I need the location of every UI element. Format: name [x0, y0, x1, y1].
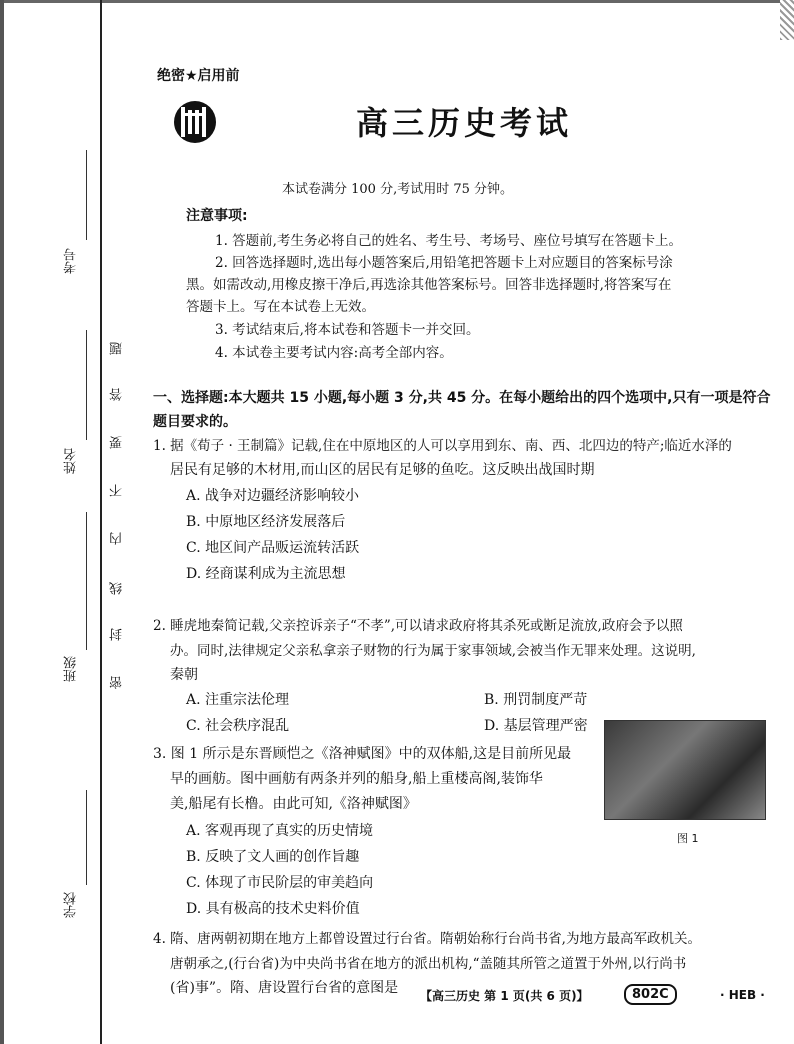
score-info: 本试卷满分 100 分,考试用时 75 分钟。 — [282, 182, 514, 197]
class-label: 班级 — [64, 656, 79, 682]
figure-1-painting — [604, 720, 766, 820]
question-1-option-a: A. 战争对边疆经济影响较小 — [186, 488, 360, 504]
name-blank — [86, 330, 87, 440]
seal-char: 封 — [110, 628, 125, 641]
page-top-edge — [0, 0, 794, 3]
question-2-option-d: D. 基层管理严密 — [484, 718, 588, 734]
exam-code-badge: 802C — [624, 984, 677, 1005]
question-3-option-a: A. 客观再现了真实的历史情境 — [186, 823, 374, 839]
question-3-option-d: D. 具有极高的技术史料价值 — [186, 901, 360, 917]
question-3-option-b: B. 反映了文人画的创作旨趣 — [186, 849, 360, 865]
question-2-line: 2. 睡虎地秦简记载,父亲控诉亲子“不孝”,可以请求政府将其杀死或断足流放,政府会予以照 — [153, 618, 683, 634]
note-line: 4. 本试卷主要考试内容:高考全部内容。 — [215, 345, 453, 361]
seal-char: 不 — [110, 484, 125, 497]
page-left-edge — [0, 0, 4, 1044]
publisher-tag: · HEB · — [720, 988, 765, 1002]
question-2-option-b: B. 刑罚制度严苛 — [484, 692, 588, 708]
question-3-option-c: C. 体现了市民阶层的审美趋向 — [186, 875, 374, 891]
notes-heading: 注意事项: — [186, 208, 248, 224]
note-line: 1. 答题前,考生务必将自己的姓名、考生号、考场号、座位号填写在答题卡上。 — [215, 233, 682, 249]
name-label: 姓名 — [64, 448, 79, 474]
seal-char: 题 — [110, 342, 125, 355]
seal-char: 密 — [110, 676, 125, 689]
school-label: 学校 — [64, 892, 79, 918]
school-blank — [86, 790, 87, 885]
note-line: 答题卡上。写在本试卷上无效。 — [186, 299, 375, 315]
note-line: 3. 考试结束后,将本试卷和答题卡一并交回。 — [215, 322, 480, 338]
publisher-logo-icon — [172, 99, 218, 145]
question-2-option-c: C. 社会秩序混乱 — [186, 718, 290, 734]
secret-mark: 绝密★启用前 — [157, 68, 240, 84]
exam-title: 高三历史考试 — [356, 104, 573, 142]
binding-margin-line — [100, 0, 102, 1044]
note-line: 黑。如需改动,用橡皮擦干净后,再选涂其他答案标号。回答非选择题时,将答案写在 — [186, 277, 672, 293]
page-info: 【高三历史 第 1 页(共 6 页)】 — [420, 989, 589, 1003]
exam-number-label: 考号 — [64, 248, 79, 274]
exam-number-blank — [86, 150, 87, 240]
question-1-line: 居民有足够的木材用,而山区的居民有足够的鱼吃。这反映出战国时期 — [170, 462, 595, 478]
question-1-option-c: C. 地区间产品贩运流转活跃 — [186, 540, 360, 556]
question-2-option-a: A. 注重宗法伦理 — [186, 692, 290, 708]
figure-1-caption: 图 1 — [677, 832, 699, 845]
seal-char: 答 — [110, 388, 125, 401]
seal-char: 线 — [110, 582, 125, 595]
question-1-line: 1. 据《荀子 · 王制篇》记载,住在中原地区的人可以享用到东、南、西、北四边的特产;临近水泽的 — [153, 438, 732, 454]
question-2-line: 秦朝 — [170, 667, 198, 683]
question-3-line: 美,船尾有长橹。由此可知,《洛神赋图》 — [170, 796, 417, 812]
question-1-option-b: B. 中原地区经济发展落后 — [186, 514, 346, 530]
class-blank — [86, 512, 87, 650]
section-heading: 一、选择题:本大题共 15 小题,每小题 3 分,共 45 分。在每小题给出的四个选项中,只有一项是符合题目要求的。 — [153, 390, 771, 430]
question-2-line: 办。同时,法律规定父亲私拿亲子财物的行为属于家事领域,会被当作无罪来处理。这说明, — [170, 643, 696, 659]
question-4-line: (省)事”。隋、唐设置行台省的意图是 — [170, 980, 399, 996]
scan-corner-texture — [780, 0, 794, 40]
question-3-line: 早的画舫。图中画舫有两条并列的船身,船上重楼高阁,装饰华 — [170, 771, 543, 787]
seal-char: 要 — [110, 436, 125, 449]
note-line: 2. 回答选择题时,选出每小题答案后,用铅笔把答题卡上对应题目的答案标号涂 — [215, 255, 673, 271]
question-4-line: 4. 隋、唐两朝初期在地方上都曾设置过行台省。隋朝始称行台尚书省,为地方最高军政机关。 — [153, 931, 701, 947]
question-4-line: 唐朝承之,(行台省)为中央尚书省在地方的派出机构,“盖随其所管之道置于外州,以行尚书 — [170, 956, 687, 972]
seal-char: 内 — [110, 532, 125, 545]
question-1-option-d: D. 经商谋利成为主流思想 — [186, 566, 346, 582]
question-3-line: 3. 图 1 所示是东晋顾恺之《洛神赋图》中的双体船,这是目前所见最 — [153, 746, 572, 762]
